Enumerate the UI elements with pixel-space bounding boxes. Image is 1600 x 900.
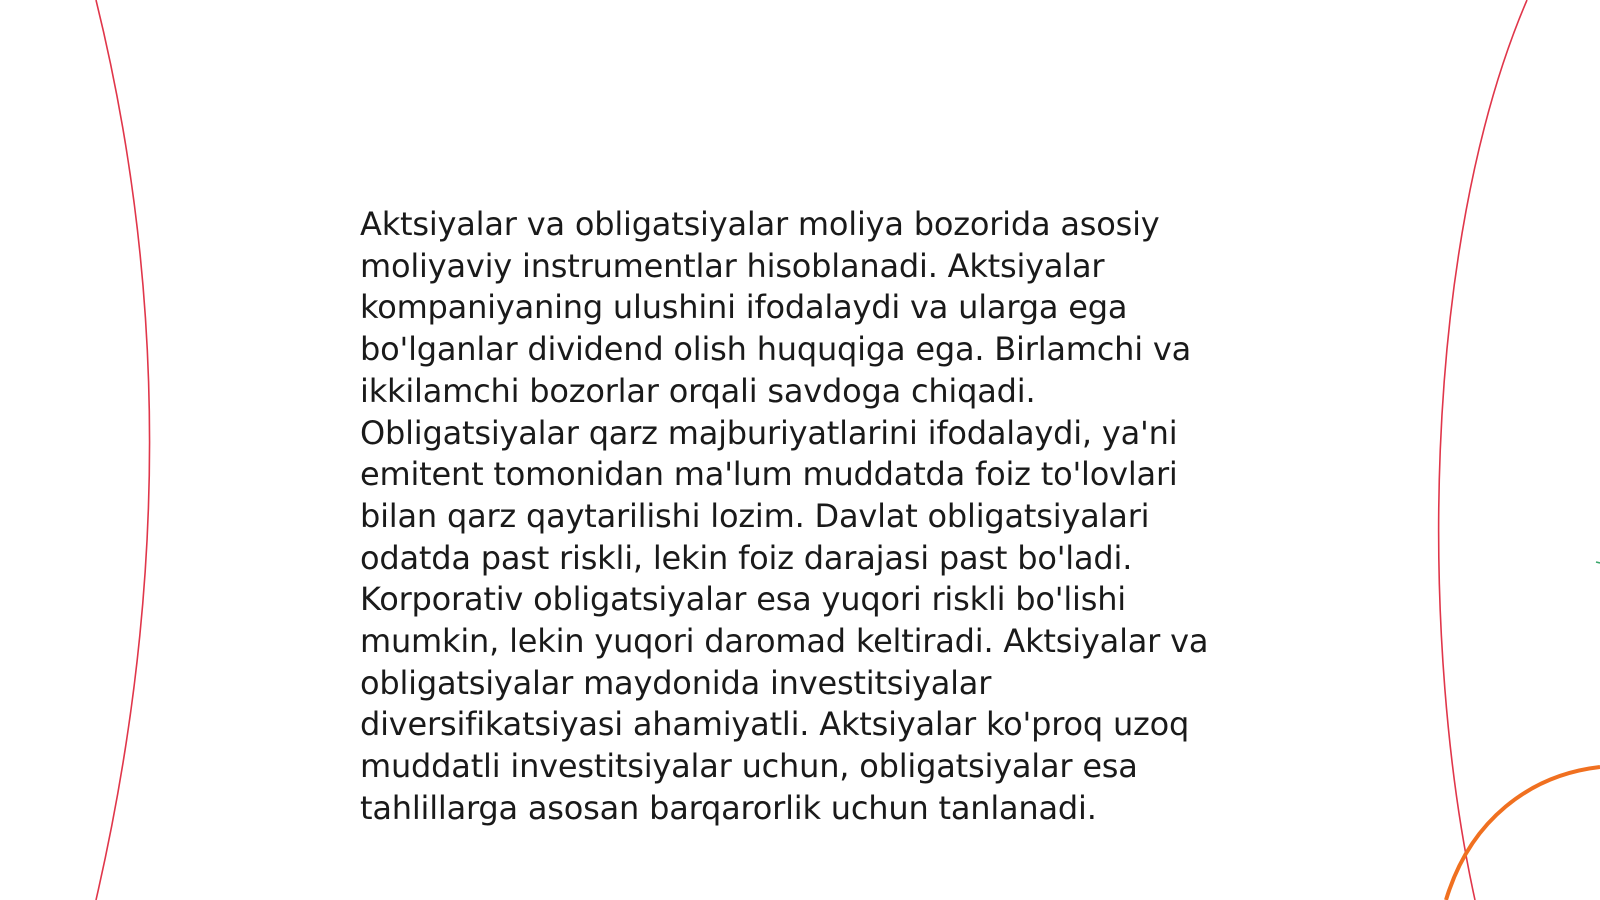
left-curve-line: [96, 0, 150, 900]
body-paragraph: Aktsiyalar va obligatsiyalar moliya bozorida asosiy moliyaviy instrumentlar hisoblanadi. Aktsiyalar kompaniyaning ulushini ifodalaydi va ularga ega bo'lganlar dividend olish huquqiga ega. Birlamchi va ikkilamchi bozorlar orqali savdoga chiqadi. Obligatsiyalar qarz majburiyatlarini ifodalaydi, ya'ni emitent tomonidan ma'lum muddatda foiz to'lovlari bilan qarz qaytarilishi lozim. Davlat obligatsiyalari odatda past riskli, lekin foiz darajasi past bo'ladi. Korporativ obligatsiyalar esa yuqori riskli bo'lishi mumkin, lekin yuqori daromad keltiradi. Aktsiyalar va obligatsiyalar maydonida investitsiyalar diversifikatsiyasi ahamiyatli. Aktsiyalar ko'proq uzoq muddatli investitsiyalar uchun, obligatsiyalar esa tahlillarga asosan barqarorlik uchun tanlanadi.: [360, 205, 1209, 827]
green-accent-mark: [1596, 562, 1600, 563]
orange-arc: [1446, 767, 1600, 900]
right-curve-line: [1439, 0, 1527, 900]
